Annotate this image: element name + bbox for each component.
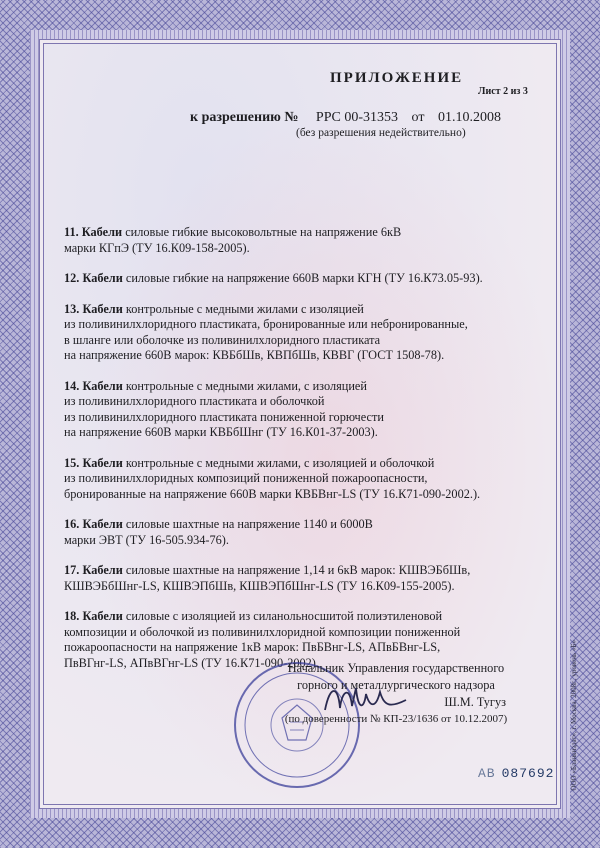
list-item xyxy=(64,379,544,441)
item-text: в шланге или оболочке из поливинилхлоридного пластиката xyxy=(64,332,381,347)
item-keyword: Кабели xyxy=(82,563,123,577)
serial-prefix: АВ xyxy=(478,766,496,781)
item-text: на напряжение 660В марок: КВБбШв, КВПбШв, КВВГ (ГОСТ 1508-78). xyxy=(64,348,445,362)
item-text: на напряжение 660В марки КВБбШнг (ТУ 16.К01-37-2003). xyxy=(64,425,378,439)
item-text: бронированные на напряжение 660В марки КВБВнг-LS (ТУ 16.К71-090-2002.). xyxy=(64,486,481,501)
item-text: ПвВГнг-LS, АПвВГнг-LS (ТУ 16.К71-090-2002). xyxy=(64,655,319,670)
item-text: силовые с изоляцией из силанольносшитой полиэтиленовой xyxy=(125,609,443,623)
item-text: силовые гибкие высоковольтные на напряжение 6кВ xyxy=(125,225,402,239)
item-text: композиции и оболочкой из поливинилхлоридной композиции пониженной xyxy=(64,624,461,639)
item-keyword: Кабели xyxy=(82,301,123,316)
item-text: из поливинилхлоридного пластиката и оболочкой xyxy=(64,394,325,408)
list-item xyxy=(64,456,544,503)
item-keyword: Кабели xyxy=(82,517,123,531)
item-text: КШВЭБбШнг-LS, КШВЭПбШв, КШВЭПбШнг-LS (ТУ 16.К09-155-2005). xyxy=(64,578,455,593)
item-number: 17. xyxy=(64,563,80,577)
page-title: ПРИЛОЖЕНИЕ xyxy=(330,70,464,86)
item-text: контрольные с медными жилами, с изоляцией xyxy=(125,378,367,393)
item-text: марки ЭВТ (ТУ 16-505.934-76). xyxy=(64,532,229,547)
validity-note: (без разрешения недействительно) xyxy=(296,127,466,139)
handwritten-signature xyxy=(320,680,410,720)
item-number: 13. xyxy=(64,301,80,316)
item-number: 15. xyxy=(64,455,80,470)
item-text: силовые шахтные на напряжение 1140 и 6000В xyxy=(125,517,373,531)
item-keyword: Кабели xyxy=(82,609,123,623)
permit-reference xyxy=(190,110,501,126)
item-text: контрольные с медными жилами с изоляцией xyxy=(125,301,364,316)
item-text: из поливинилхлоридного пластиката пониженной горючести xyxy=(64,409,384,424)
item-text: пожароопасности на напряжение 1кВ марок: ПвБВнг-LS, АПвБВнг-LS, xyxy=(64,640,441,654)
list-item xyxy=(64,302,544,364)
item-keyword: Кабели xyxy=(81,225,123,239)
list-item xyxy=(64,271,544,287)
sheet-number: Лист 2 из 3 xyxy=(478,86,528,97)
permit-label: к разрешению № xyxy=(190,110,299,125)
item-text: силовые шахтные на напряжение 1,14 и 6кВ марок: КШВЭБбШв, xyxy=(125,563,471,577)
signer-department: горного и металлургического надзора xyxy=(297,678,495,692)
signer-name: Ш.М. Тугуз xyxy=(444,695,506,709)
item-text: из поливинилхлоридного пластиката, бронированные или небронированные, xyxy=(64,317,468,331)
item-text: контрольные с медными жилами, с изоляцией и оболочкой xyxy=(125,455,435,470)
form-serial-number xyxy=(478,766,554,781)
item-number: 18. xyxy=(64,609,80,623)
permit-date-separator: от xyxy=(411,110,425,125)
item-text: силовые гибкие на напряжение 660В марки КГН (ТУ 16.К73.05-93). xyxy=(125,271,483,285)
power-of-attorney: (по доверенности № КП-23/1636 от 10.12.2007) xyxy=(284,713,508,725)
list-item xyxy=(64,517,544,548)
item-text: марки КГпЭ (ТУ 16.К09-158-2005). xyxy=(64,240,250,255)
permit-date: 01.10.2008 xyxy=(437,110,501,125)
printer-imprint: ООО «Бланкиздат», г. Москва, 2008г., уровень «Б» xyxy=(570,640,578,791)
item-number: 11. xyxy=(64,225,79,239)
item-keyword: Кабели xyxy=(82,455,123,470)
item-text: из поливинилхлоридных композиций пониженной пожароопасности, xyxy=(64,471,428,485)
list-item xyxy=(64,563,544,594)
cable-list xyxy=(64,225,544,686)
item-number: 16. xyxy=(64,517,80,531)
signer-position: Начальник Управления государственного xyxy=(287,661,505,675)
item-keyword: Кабели xyxy=(82,378,123,393)
item-number: 12. xyxy=(64,271,80,285)
item-keyword: Кабели xyxy=(82,271,123,285)
item-number: 14. xyxy=(64,378,80,393)
serial-number: 087692 xyxy=(501,766,555,781)
permit-number: PPC 00-31353 xyxy=(315,110,398,125)
list-item xyxy=(64,225,544,256)
